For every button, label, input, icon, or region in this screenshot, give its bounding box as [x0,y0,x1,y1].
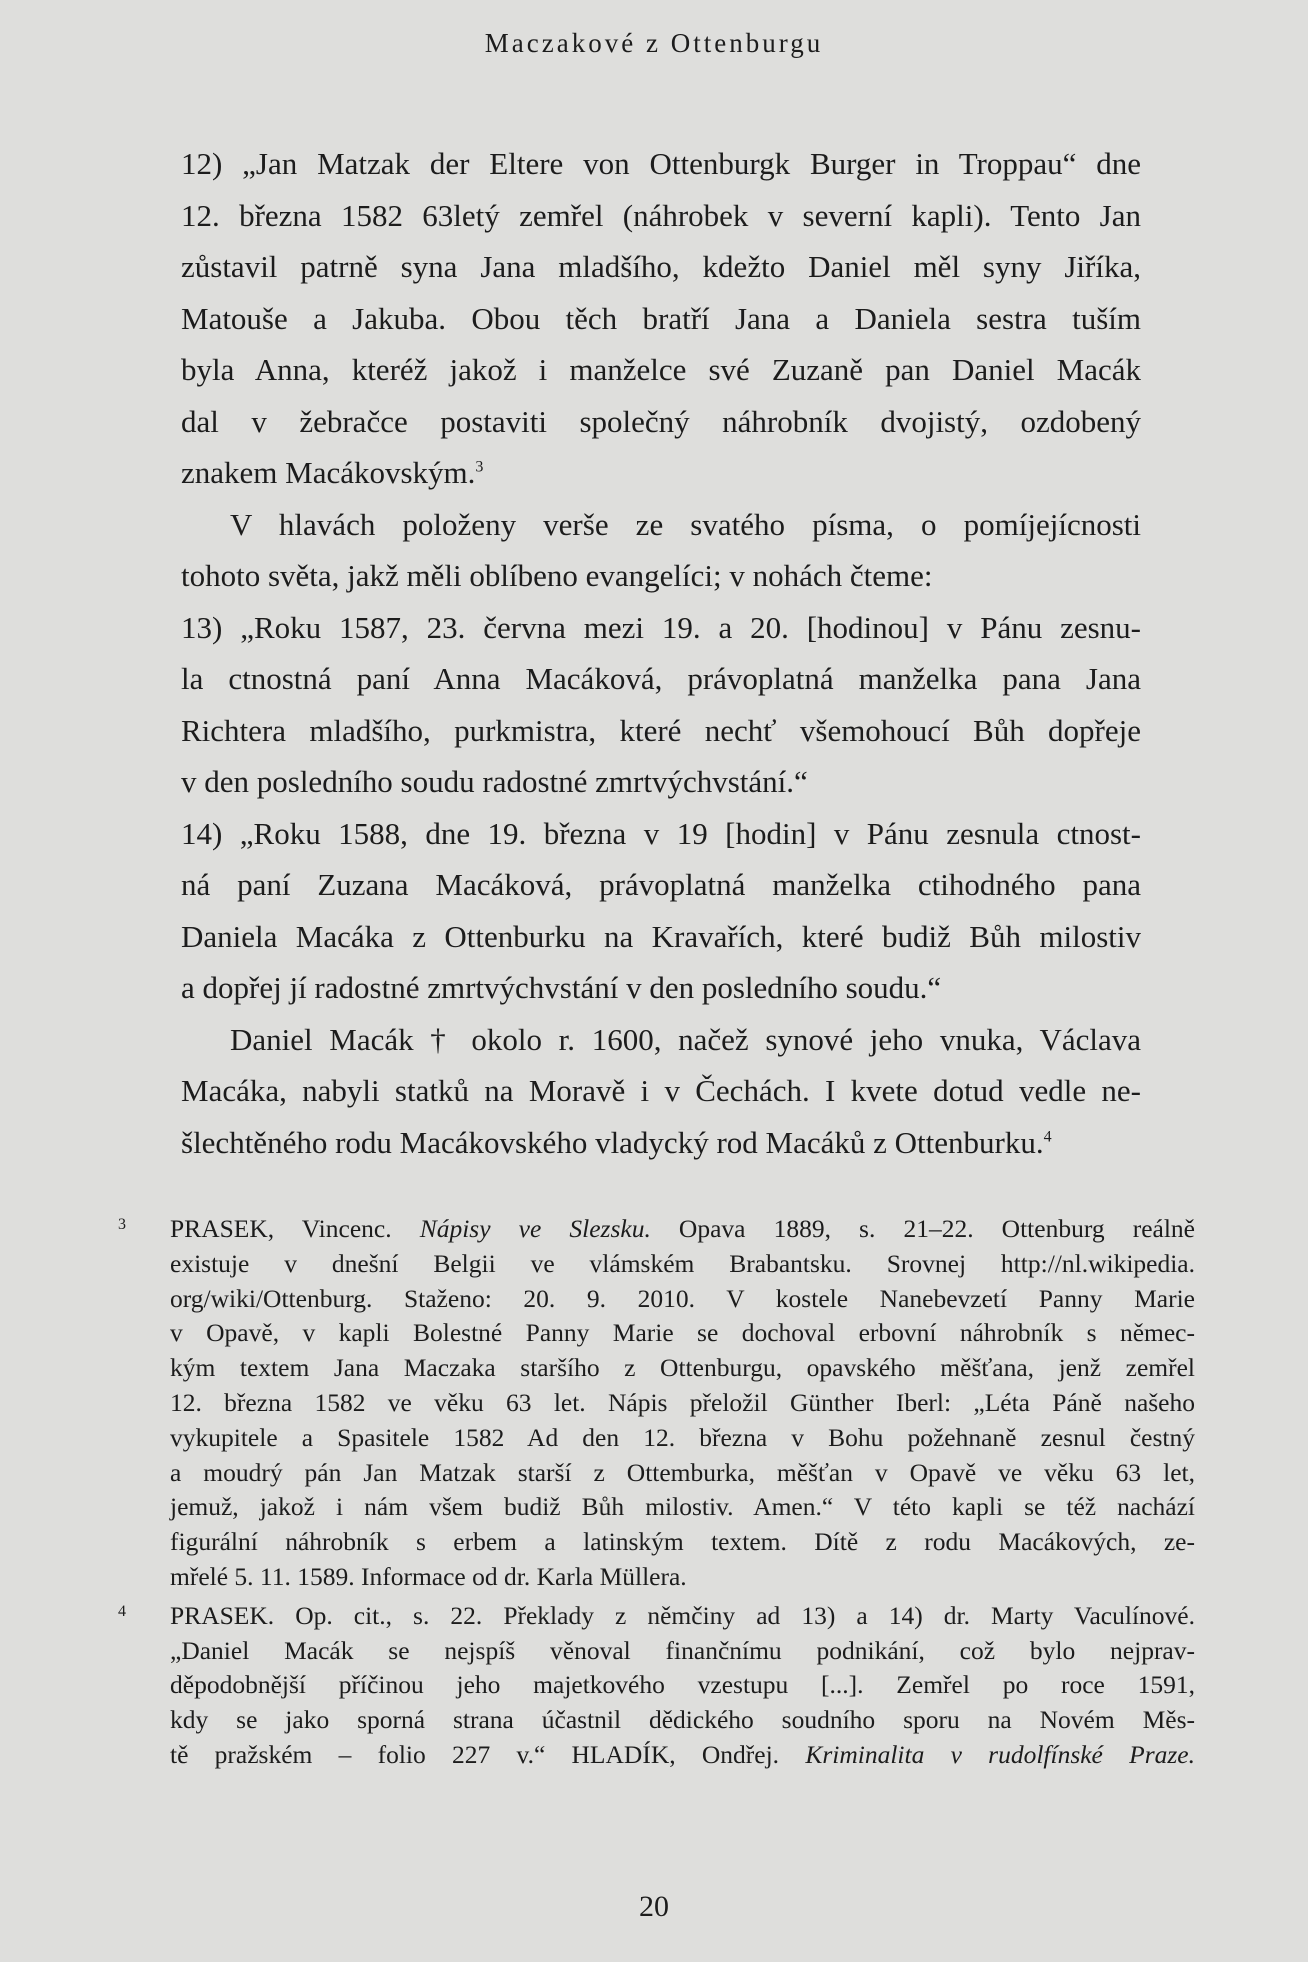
text-line: Macáka, nabyli statků na Moravě i v Čechách. I kvete dotud vedle ne- [181,1073,1141,1108]
text-line: v den posledního soudu radostné zmrtvýchvstání.“ [181,764,808,799]
text-line: Daniel Macák † okolo r. 1600, načež synové jeho vnuka, Václava [230,1021,1141,1057]
running-header: Maczakové z Ottenburgu [484,28,824,58]
text-line: zůstavil patrně syna Jana mladšího, kdežto Daniel měl syny Jiříka, [181,249,1141,284]
text-line-content: šlechtěného rodu Macákovského vladycký rod Macáků z Ottenburku. [181,1124,1044,1160]
text-line: la ctnostná paní Anna Macáková, právoplatná manželka pana Jana [181,661,1141,696]
main-text [181,138,1141,1168]
footnote-mark: 3 [118,1216,126,1233]
footnote-line [170,1738,1195,1773]
footnote-line: a moudrý pán Jan Matzak starší z Ottemburka, měšťan v Opavě ve věku 63 let, [170,1457,1195,1487]
text-line: Daniela Macáka z Ottenburku na Kravařích, které budiž Bůh milostiv [181,918,1141,954]
footnote-line: vykupitele a Spasitele 1582 Ad den 12. března v Bohu požehnaně zesnul čestný [170,1422,1195,1452]
text-line: ná paní Zuzana Macáková, právoplatná manželka ctihodného pana [181,867,1141,902]
footnote-line: v Opavě, v kapli Bolestné Panny Marie se dochoval erbovní náhrobník s němec- [170,1318,1195,1348]
page-number: 20 [639,1890,669,1923]
text-line: 13) „Roku 1587, 23. června mezi 19. a 20. [hodinou] v Pánu zesnu- [181,609,1141,645]
footnote-line: PRASEK. Op. cit., s. 22. Překlady z němčiny ad 13) a 14) dr. Marty Vaculínové. [170,1600,1195,1630]
footnote-ref: 4 [1043,1128,1052,1146]
text-line-content: znakem Macákovským. [181,455,476,490]
text-line: dal v žebračce postaviti společný náhrobník dvojistý, ozdobený [181,403,1141,439]
text-line: Matouše a Jakuba. Obou těch bratří Jana a Daniela sestra tuším [181,300,1141,336]
footnote-line: jemuž, jakož i nám všem budiž Bůh milostiv. Amen.“ V této kapli se též nachází [170,1492,1195,1522]
footnote-title: Kriminalita v rudolfínské Praze. [805,1739,1195,1769]
text-line: 14) „Roku 1588, dne 19. března v 19 [hodin] v Pánu zesnula ctnost- [181,815,1141,851]
text-line: Richtera mladšího, purkmistra, které nechť všemohoucí Bůh dopřeje [181,712,1141,748]
footnote-line: děpodobnější příčinou jeho majetkového vzestupu [...]. Zemřel po roce 1591, [170,1670,1195,1700]
footnote-line: org/wiki/Ottenburg. Staženo: 20. 9. 2010. V kostele Nanebevzetí Panny Marie [170,1283,1195,1313]
footnote-line: 12. března 1582 ve věku 63 let. Nápis přeložil Günther Iberl: „Léta Páně našeho [170,1387,1195,1417]
footnote-text: PRASEK, Vincenc. [170,1214,420,1243]
footnote-line: figurální náhrobník s erbem a latinským textem. Dítě z rodu Macákových, ze- [170,1527,1195,1557]
footnote-line: existuje v dnešní Belgii ve vlámském Brabantsku. Srovnej http://nl.wikipedia. [170,1248,1195,1278]
footnote-line: kým textem Jana Maczaka staršího z Ottenburgu, opavského měšťana, jenž zemřel [170,1353,1195,1383]
footnote-3 [118,1212,1195,1595]
footnote-title: Nápisy ve Slezsku. [419,1214,651,1243]
text-line: byla Anna, kteréž jakož i manželce své Zuzaně pan Daniel Macák [181,352,1141,387]
footnote-text: tě pražském – folio 227 v.“ HLADÍK, Ondřej. [170,1739,806,1769]
footnote-line: mřelé 5. 11. 1589. Informace od dr. Karla Müllera. [170,1561,687,1591]
footnotes [118,1212,1195,1773]
footnote-mark: 4 [118,1602,126,1620]
footnote-text: Opava 1889, s. 21–22. Ottenburg reálně [650,1214,1195,1243]
text-line: tohoto světa, jakž měli oblíbeno evangelíci; v nohách čteme: [181,558,933,593]
text-line: a dopřej jí radostné zmrtvýchvstání v den posledního soudu.“ [181,970,942,1005]
footnote-4 [118,1599,1195,1773]
footnote-line [170,1212,1195,1247]
footnote-line: „Daniel Macák se nejspíš věnoval finančnímu podnikání, což bylo nejprav- [170,1635,1195,1665]
text-line: 12. března 1582 63letý zemřel (náhrobek v severní kapli). Tento Jan [181,197,1141,233]
text-line [181,447,1141,499]
footnote-line: kdy se jako sporná strana účastnil dědického soudního sporu na Novém Měs- [170,1705,1195,1735]
text-line [181,1117,1141,1169]
text-line: 12) „Jan Matzak der Eltere von Ottenburgk Burger in Troppau“ dne [181,146,1141,181]
footnote-ref: 3 [475,458,484,476]
text-line: V hlavách položeny verše ze svatého písma, o pomíjejícnosti [230,506,1141,542]
